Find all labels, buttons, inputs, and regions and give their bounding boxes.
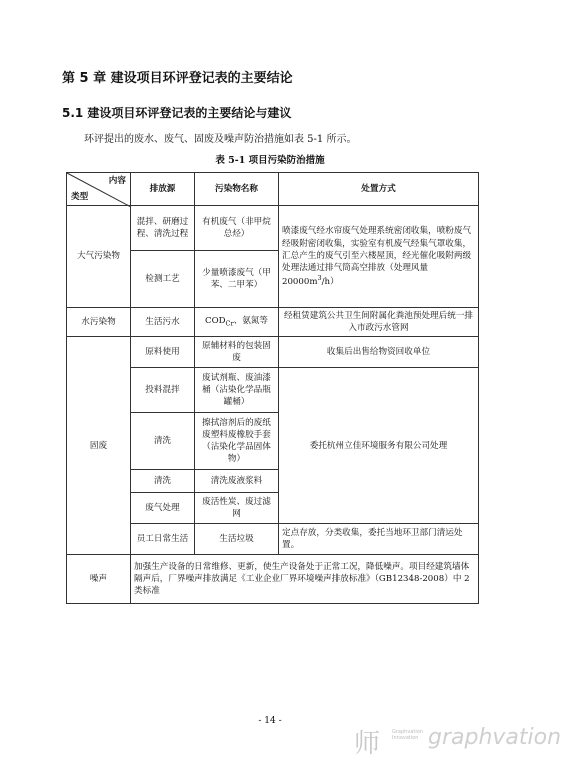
header-content-label: 内容 [108,176,126,186]
table-row [67,555,479,604]
watermark-brand-text: graphvation [428,725,561,750]
source-cell: 员工日常生活 [131,524,195,555]
pollution-control-table [66,172,479,604]
page-number: - 14 - [258,716,282,726]
watermark-small-text: Graphvation Innovation [392,729,423,741]
table-row [67,337,479,368]
solid-type-cell: 固废 [67,337,131,555]
air-method-tail: /h） [321,276,339,287]
pollutant-cell: 有机废气（非甲烷总烃） [195,206,279,251]
header-type-label: 类型 [71,191,89,202]
cod-text: COD [205,316,226,327]
intro-text: 环评提出的废水、废气、固废及噪声防治措施如表 5-1 所示。 [84,134,357,145]
header-pollutant: 污染物名称 [195,173,279,206]
noise-class-number: 2 [464,574,470,585]
water-method-cell: 经租赁建筑公共卫生间附属化粪池预处理后统一排入市政污水管网 [279,308,479,337]
pollutant-cell: 清洗废液浆料 [195,470,279,493]
table-row [67,308,479,337]
source-cell: 废气处理 [131,493,195,524]
solid-method-cell: 委托杭州立佳环境服务有限公司处理 [279,368,479,524]
air-flow-value: 20000m [282,276,318,287]
source-cell: 检测工艺 [131,251,195,308]
source-cell: 清洗 [131,413,195,470]
table-caption: 表 5-1 项目污染防治措施 [215,155,325,166]
pollutant-cell: 废活性炭、废过滤网 [195,493,279,524]
section-title: 5.1 建设项目环评登记表的主要结论与建议 [62,106,292,120]
watermark-seal-icon: 师 [354,729,381,759]
header-source: 排放源 [131,173,195,206]
air-type-cell: 大气污染物 [67,206,131,308]
source-cell: 清洗 [131,470,195,493]
source-cell: 混拌、研磨过程、清洗过程 [131,206,195,251]
source-cell: 生活污水 [131,308,195,337]
table-header-row [67,173,479,206]
source-cell: 投料混拌 [131,368,195,413]
pollutant-cell: 擦拭溶剂后的废纸废塑料废橡胶手套（沾染化学品固体物） [195,413,279,470]
header-diagonal-cell [67,173,131,206]
pollutant-cell: 原辅材料的包装固废 [195,337,279,368]
noise-method-cell [131,555,479,604]
noise-standard-code: GB12348-2008 [378,574,445,585]
noise-text-a: 加强生产设备的日常维修、更新，使生产设备处于正常工况，降低噪声。项目经建筑墙体隔声后，厂界噪声排放满足《工业企业厂界环境噪声排放标准》（ [134,562,470,585]
header-method: 处置方式 [279,173,479,206]
pollutant-cell: 少量喷漆废气（甲苯、二甲苯） [195,251,279,308]
cod-subscript: Cr [225,319,234,328]
noise-type-cell: 噪声 [67,555,131,604]
noise-text-e: 类标准 [134,586,160,597]
noise-text-c: ）中 [444,574,462,585]
pollutant-cell [195,308,279,337]
table-row [67,206,479,251]
pollutant-cell: 生活垃圾 [195,524,279,555]
air-method-text: 喷漆废气经水帘废气处理系统密闭收集，喷粉废气经吸附密闭收集，实验室有机废气经集气罩收集，汇总产生的废气引至六楼屋顶，经光催化吸附两级处理法通过排气筒高空排放（处理风量 [282,226,472,273]
water-type-cell: 水污染物 [67,308,131,337]
air-flow-unit-sup: 3 [317,273,322,282]
pollutant-tail: 、氨氮等 [233,316,268,327]
pollutant-cell: 废试剂瓶、废油漆桶（沾染化学品瓶罐桶） [195,368,279,413]
solid-method-cell: 定点存放，分类收集，委托当地环卫部门清运处置。 [279,524,479,555]
watermark-logo [354,723,561,759]
air-method-cell [279,206,479,308]
solid-method-cell: 收集后出售给物资回收单位 [279,337,479,368]
chapter-title: 第 5 章 建设项目环评登记表的主要结论 [62,71,293,86]
source-cell: 原料使用 [131,337,195,368]
